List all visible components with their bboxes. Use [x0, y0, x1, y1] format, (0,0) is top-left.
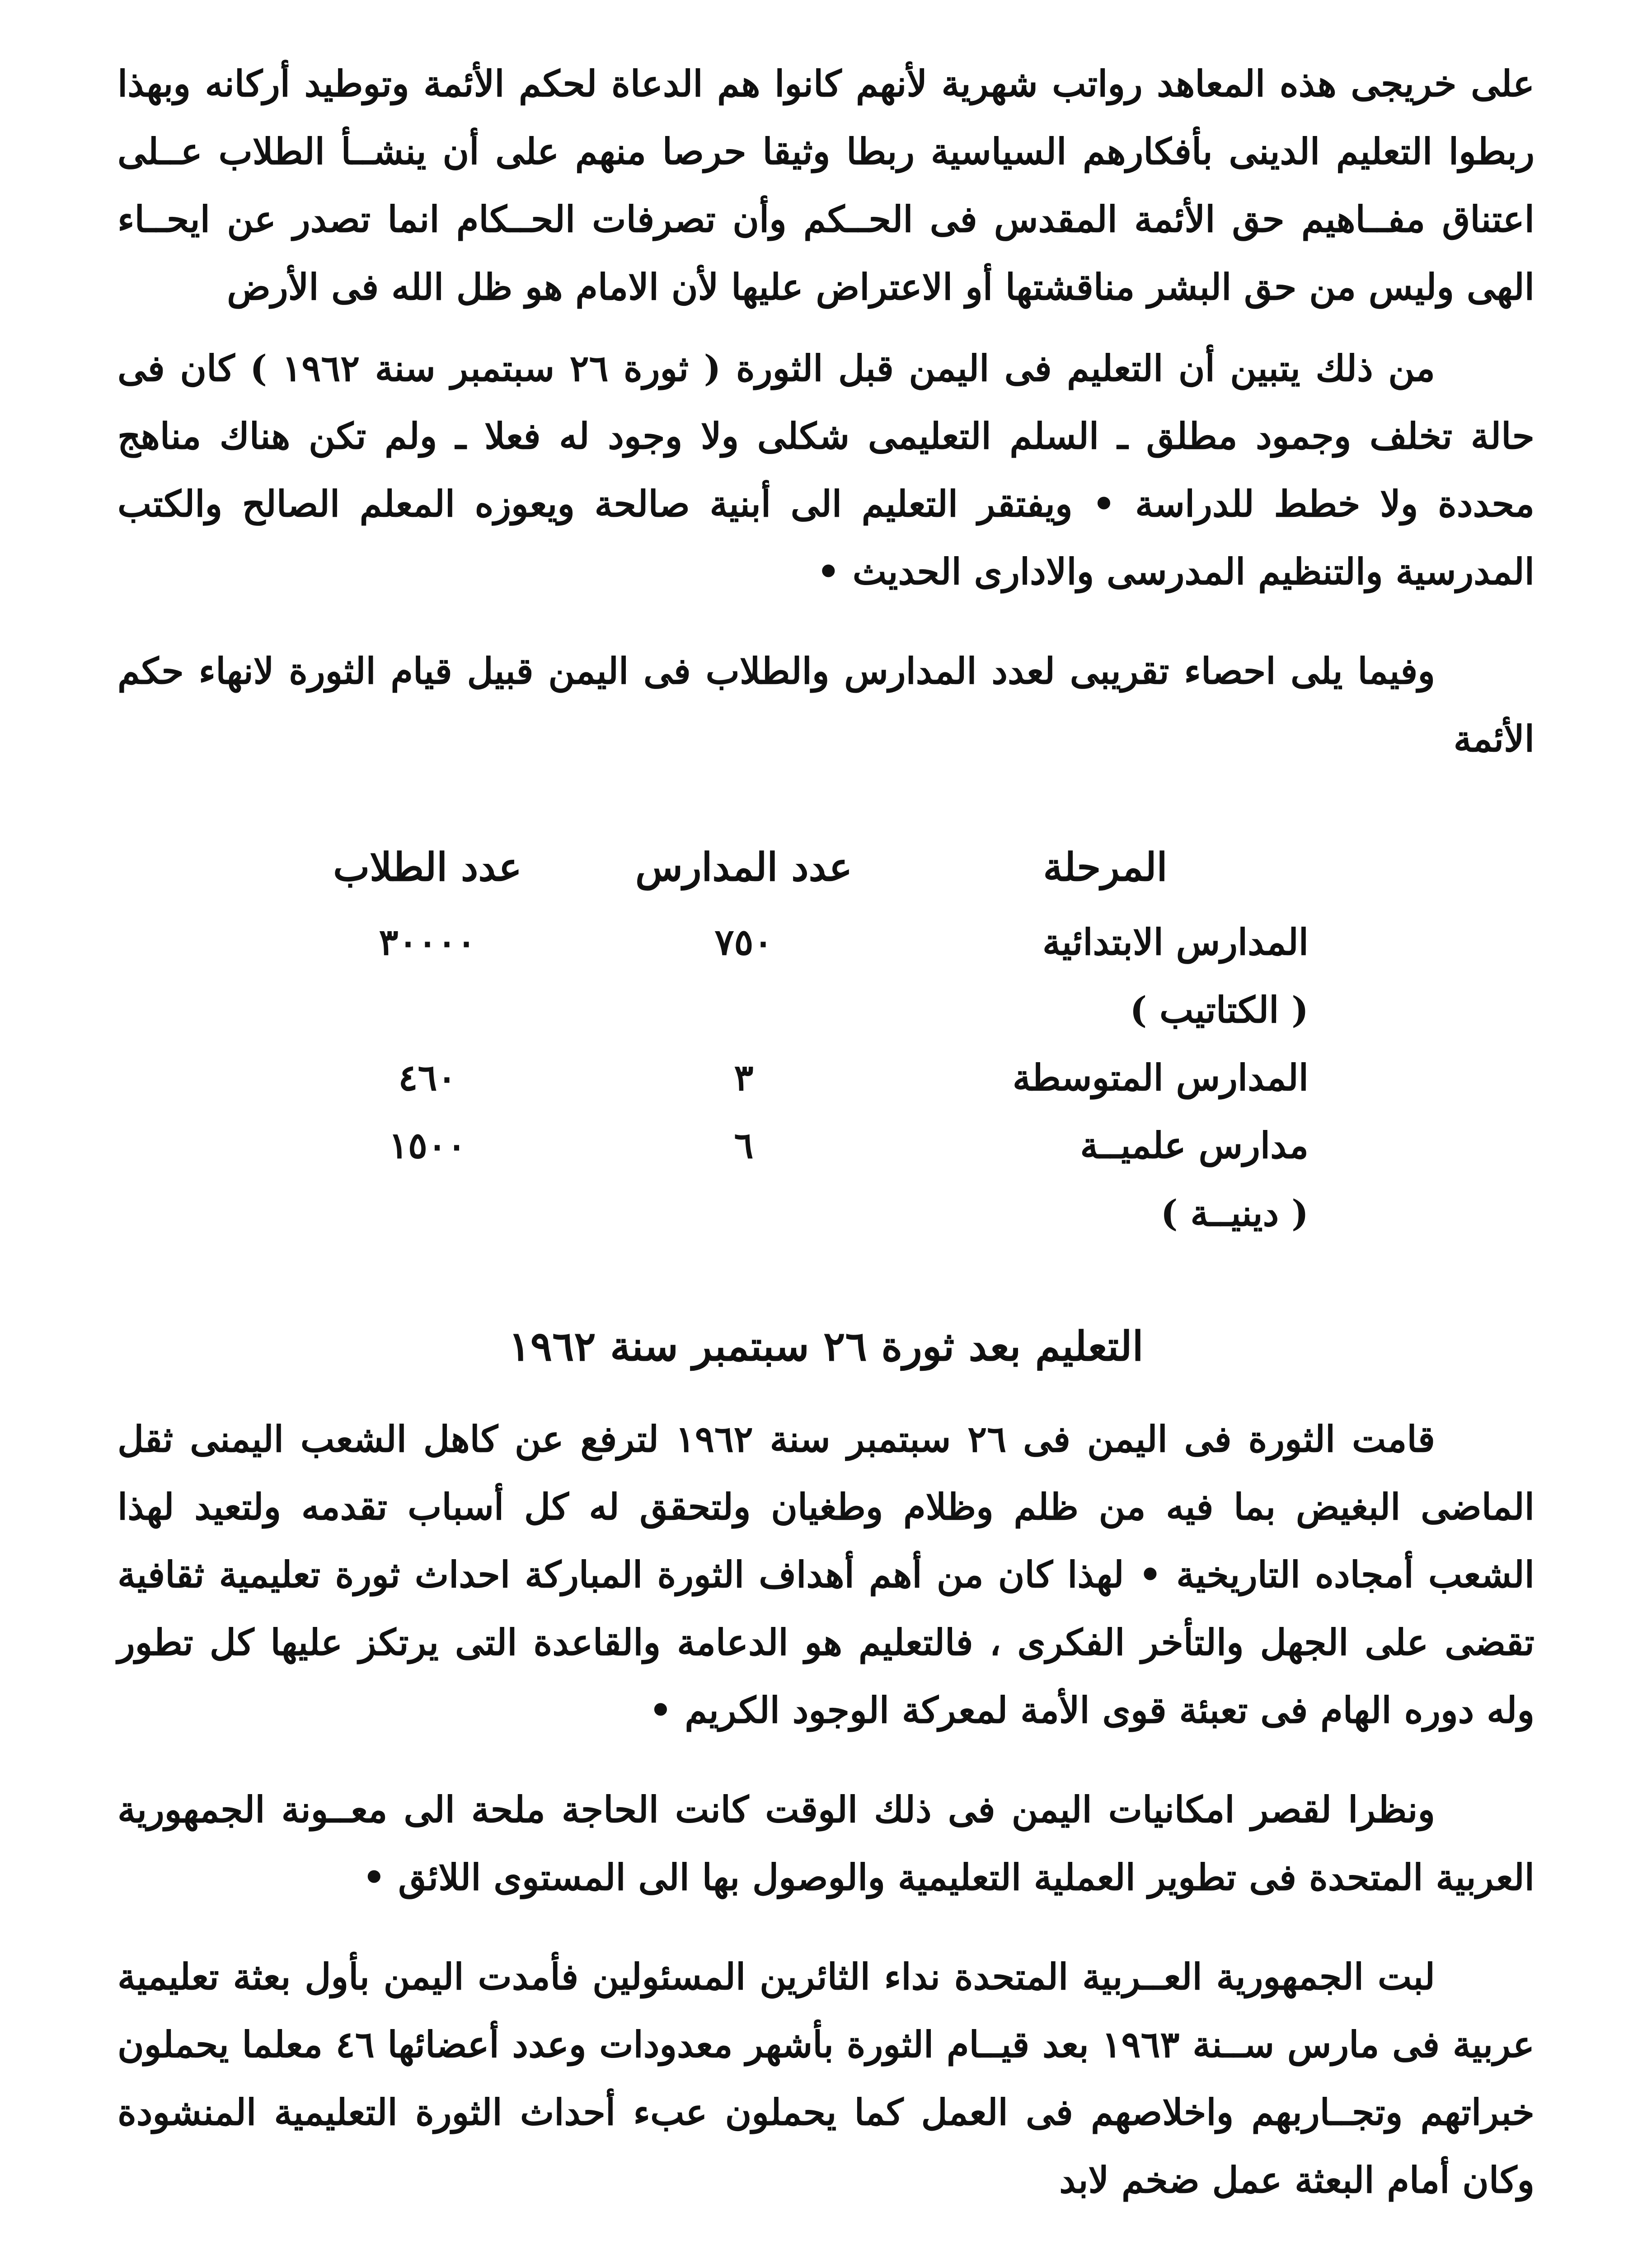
- table-row: [269, 1111, 1309, 1179]
- cell-students: ١٥٠٠: [389, 1124, 466, 1167]
- section-title: التعليم بعد ثورة ٢٦ سبتمبر سنة ١٩٦٢: [508, 1322, 1144, 1370]
- table-row: [269, 1179, 1309, 1247]
- paragraph-1: على خريجى هذه المعاهد رواتب شهرية لأنهم كانوا هم الدعاة لحكم الأئمة وتوطيد أركانه وبهذا ربطوا التعليم الدينى بأفكارهم السياسية ربطا وثيقا حرصا منهم على أن ينشــأ الطلاب عــلى اعتناق مفــاهيم حق الأئمة المقدس فى الحــكم وأن تصرفات الحــكام انما تصدر عن ايحــاء الهى وليس من حق البشر مناقشتها أو الاعتراض عليها لأن الامام هو ظل الله فى الأرض: [117, 62, 1535, 308]
- schools-students-table: [269, 836, 1309, 1247]
- cell-stage: المدارس الابتدائية: [1042, 921, 1309, 963]
- cell-schools: ٦: [734, 1124, 754, 1167]
- paragraph-5: ونظرا لقصر امكانيات اليمن فى ذلك الوقت كانت الحاجة ملحة الى معــونة الجمهورية العربية المتحدة فى تطوير العملية التعليمية والوصول بها الى المستوى اللائق •: [117, 1788, 1535, 1898]
- cell-schools: ٧٥٠: [714, 921, 773, 963]
- table-row: [269, 1044, 1309, 1111]
- paragraph-4: قامت الثورة فى اليمن فى ٢٦ سبتمبر سنة ١٩٦٢ لترفع عن كاهل الشعب اليمنى ثقل الماضى البغيض بما فيه من ظلم وظلام وطغيان ولتحقق له كل أسباب تقدمه ولتعيد لهذا الشعب أمجاده التاريخية • لهذا كان من أهم أهداف الثورة المباركة احداث ثورة تعليمية ثقافية تقضى على الجهل والتأخر الفكرى ، فالتعليم هو الدعامة والقاعدة التى يرتكز عليها كل تطور وله دوره الهام فى تعبئة قوى الأمة لمعركة الوجود الكريم •: [117, 1418, 1535, 1731]
- cell-stage: مدارس علميــة: [1080, 1124, 1309, 1167]
- cell-students: ٤٦٠: [398, 1056, 457, 1099]
- header-students-count: عدد الطلاب: [333, 844, 522, 890]
- cell-students: [269, 1179, 586, 1247]
- cell-students: [269, 976, 586, 1044]
- paragraph-6: لبت الجمهورية العــربية المتحدة نداء الثائرين المسئولين فأمدت اليمن بأول بعثة تعليمية عربية فى مارس ســنة ١٩٦٣ بعد قيــام الثورة بأشهر معدودات وعدد أعضائها ٤٦ معلما يحملون خبراتهم وتجــاربهم واخلاصهم فى العمل كما يحملون عبء أحداث الثورة التعليمية المنشودة وكان أمام البعثة عمل ضخم لابد: [117, 1955, 1535, 2201]
- cell-schools: [586, 1179, 902, 1247]
- cell-students: ٣٠٠٠٠: [379, 921, 476, 963]
- table-row: [269, 908, 1309, 976]
- header-schools-count: عدد المدارس: [635, 844, 853, 890]
- table-row: [269, 976, 1309, 1044]
- table-header-row: [269, 836, 1309, 908]
- cell-stage: المدارس المتوسطة: [1012, 1056, 1309, 1099]
- paragraph-2: من ذلك يتبين أن التعليم فى اليمن قبل الثورة ( ثورة ٢٦ سبتمبر سنة ١٩٦٢ ) كان فى حالة تخلف وجمود مطلق ـ السلم التعليمى شكلى ولا وجود له فعلا ـ ولم تكن هناك مناهج محددة ولا خطط للدراسة • ويفتقر التعليم الى أبنية صالحة ويعوزه المعلم الصالح والكتب المدرسية والتنظيم المدرسى والادارى الحديث •: [117, 347, 1535, 593]
- paragraph-3: وفيما يلى احصاء تقريبى لعدد المدارس والطلاب فى اليمن قبيل قيام الثورة لانهاء حكم الأئمة: [117, 650, 1535, 760]
- cell-schools: [586, 976, 902, 1044]
- cell-schools: ٣: [734, 1056, 754, 1099]
- header-stage: المرحلة: [1043, 844, 1168, 890]
- cell-stage: ( الكتاتيب ): [1130, 989, 1309, 1031]
- cell-stage: ( دينيــة ): [1160, 1192, 1309, 1234]
